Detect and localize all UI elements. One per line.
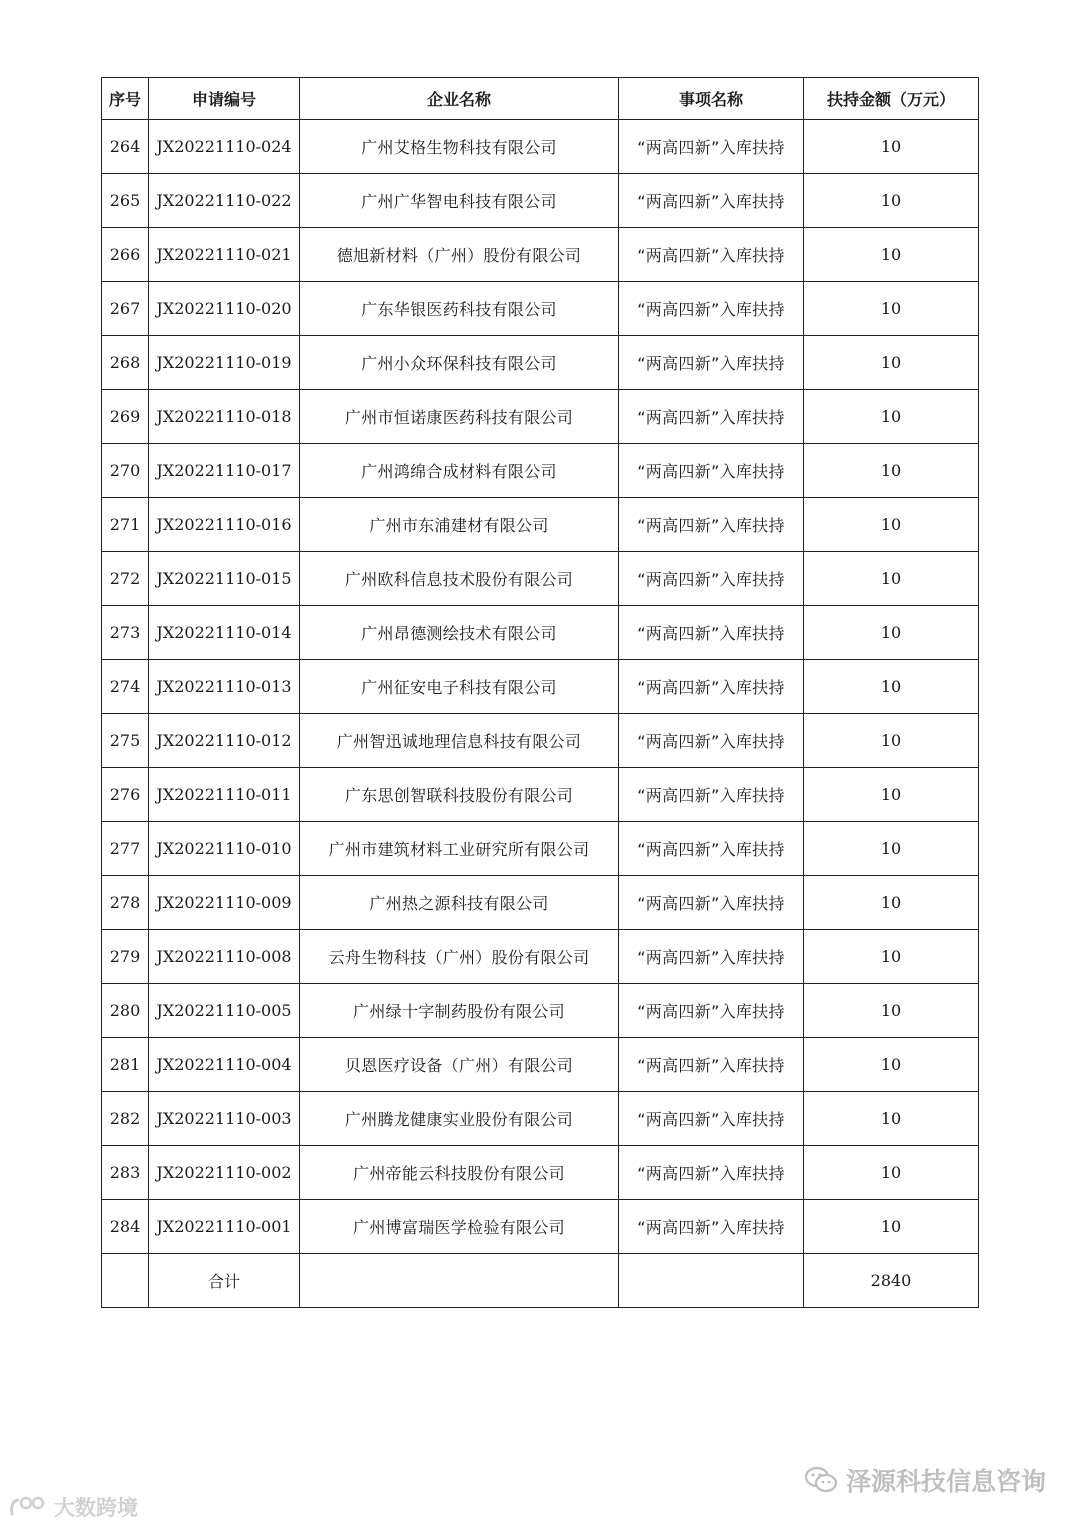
- header-serial: 序号: [102, 78, 149, 120]
- table-row: [102, 336, 979, 390]
- cell-amount: 10: [804, 822, 979, 876]
- cell-company: 广州小众环保科技有限公司: [300, 336, 619, 390]
- table-row: [102, 984, 979, 1038]
- table-row: [102, 390, 979, 444]
- cell-item: “两高四新”入库扶持: [619, 876, 804, 930]
- cell-item: “两高四新”入库扶持: [619, 1038, 804, 1092]
- cell-amount: 10: [804, 228, 979, 282]
- total-label: 合计: [149, 1254, 300, 1308]
- cell-company: 德旭新材料（广州）股份有限公司: [300, 228, 619, 282]
- cell-amount: 10: [804, 768, 979, 822]
- cell-amount: 10: [804, 444, 979, 498]
- table-row: [102, 714, 979, 768]
- cell-serial: 274: [102, 660, 149, 714]
- cell-application-no: JX20221110-003: [149, 1092, 300, 1146]
- cell-serial: 283: [102, 1146, 149, 1200]
- cell-serial: 265: [102, 174, 149, 228]
- cell-company: 云舟生物科技（广州）股份有限公司: [300, 930, 619, 984]
- cell-serial: 275: [102, 714, 149, 768]
- cell-item: “两高四新”入库扶持: [619, 228, 804, 282]
- cell-serial: 277: [102, 822, 149, 876]
- cell-serial: 268: [102, 336, 149, 390]
- header-item: 事项名称: [619, 78, 804, 120]
- cell-company: 广东华银医药科技有限公司: [300, 282, 619, 336]
- cell-item: “两高四新”入库扶持: [619, 282, 804, 336]
- cell-company: 广州帝能云科技股份有限公司: [300, 1146, 619, 1200]
- cell-item: “两高四新”入库扶持: [619, 174, 804, 228]
- cell-serial: 267: [102, 282, 149, 336]
- cell-company: 广州征安电子科技有限公司: [300, 660, 619, 714]
- table-row: [102, 120, 979, 174]
- table-row: [102, 444, 979, 498]
- cell-serial: 272: [102, 552, 149, 606]
- cell-serial: 264: [102, 120, 149, 174]
- cell-company: 广州博富瑞医学检验有限公司: [300, 1200, 619, 1254]
- cell-company: 广州市恒诺康医药科技有限公司: [300, 390, 619, 444]
- cell-item: “两高四新”入库扶持: [619, 606, 804, 660]
- cell-amount: 10: [804, 1200, 979, 1254]
- cell-serial: 280: [102, 984, 149, 1038]
- cell-company: 广州欧科信息技术股份有限公司: [300, 552, 619, 606]
- header-application-no: 申请编号: [149, 78, 300, 120]
- table-row: [102, 606, 979, 660]
- cell-company: 广州广华智电科技有限公司: [300, 174, 619, 228]
- cell-application-no: JX20221110-020: [149, 282, 300, 336]
- cell-serial: 276: [102, 768, 149, 822]
- cell-application-no: JX20221110-004: [149, 1038, 300, 1092]
- cell-item: “两高四新”入库扶持: [619, 336, 804, 390]
- cell-company: 广州热之源科技有限公司: [300, 876, 619, 930]
- cell-serial: 273: [102, 606, 149, 660]
- cell-serial: 282: [102, 1092, 149, 1146]
- cell-item: “两高四新”入库扶持: [619, 660, 804, 714]
- cell-application-no: JX20221110-002: [149, 1146, 300, 1200]
- cell-item: “两高四新”入库扶持: [619, 930, 804, 984]
- cell-application-no: JX20221110-001: [149, 1200, 300, 1254]
- cell-company: 广州艾格生物科技有限公司: [300, 120, 619, 174]
- cell-application-no: JX20221110-019: [149, 336, 300, 390]
- cell-amount: 10: [804, 120, 979, 174]
- cell-item: “两高四新”入库扶持: [619, 390, 804, 444]
- table-row: [102, 174, 979, 228]
- cell-item: “两高四新”入库扶持: [619, 1092, 804, 1146]
- table-row: [102, 552, 979, 606]
- cell-amount: 10: [804, 660, 979, 714]
- cell-company: 贝恩医疗设备（广州）有限公司: [300, 1038, 619, 1092]
- total-empty-company: [300, 1254, 619, 1308]
- table-row: [102, 1146, 979, 1200]
- cell-application-no: JX20221110-016: [149, 498, 300, 552]
- cell-item: “两高四新”入库扶持: [619, 444, 804, 498]
- cell-serial: 270: [102, 444, 149, 498]
- cell-item: “两高四新”入库扶持: [619, 1200, 804, 1254]
- cell-application-no: JX20221110-024: [149, 120, 300, 174]
- cell-serial: 279: [102, 930, 149, 984]
- cell-company: 广州市东浦建材有限公司: [300, 498, 619, 552]
- cell-amount: 10: [804, 174, 979, 228]
- cell-serial: 266: [102, 228, 149, 282]
- cell-application-no: JX20221110-017: [149, 444, 300, 498]
- cell-item: “两高四新”入库扶持: [619, 984, 804, 1038]
- logo-icon: [8, 1494, 48, 1520]
- cell-serial: 278: [102, 876, 149, 930]
- watermark-right: [804, 1462, 1046, 1498]
- cell-application-no: JX20221110-021: [149, 228, 300, 282]
- table-row: [102, 930, 979, 984]
- cell-serial: 281: [102, 1038, 149, 1092]
- cell-application-no: JX20221110-015: [149, 552, 300, 606]
- table-row: [102, 1092, 979, 1146]
- cell-amount: 10: [804, 282, 979, 336]
- table-row: [102, 822, 979, 876]
- cell-serial: 284: [102, 1200, 149, 1254]
- cell-company: 广州市建筑材料工业研究所有限公司: [300, 822, 619, 876]
- cell-item: “两高四新”入库扶持: [619, 714, 804, 768]
- cell-amount: 10: [804, 606, 979, 660]
- cell-application-no: JX20221110-018: [149, 390, 300, 444]
- cell-serial: 269: [102, 390, 149, 444]
- header-company: 企业名称: [300, 78, 619, 120]
- cell-serial: 271: [102, 498, 149, 552]
- cell-item: “两高四新”入库扶持: [619, 822, 804, 876]
- table-row: [102, 498, 979, 552]
- cell-amount: 10: [804, 552, 979, 606]
- total-empty-item: [619, 1254, 804, 1308]
- cell-amount: 10: [804, 984, 979, 1038]
- cell-application-no: JX20221110-010: [149, 822, 300, 876]
- cell-application-no: JX20221110-014: [149, 606, 300, 660]
- cell-application-no: JX20221110-012: [149, 714, 300, 768]
- cell-application-no: JX20221110-013: [149, 660, 300, 714]
- total-amount: 2840: [804, 1254, 979, 1308]
- cell-item: “两高四新”入库扶持: [619, 1146, 804, 1200]
- watermark-left: [8, 1492, 138, 1522]
- cell-item: “两高四新”入库扶持: [619, 498, 804, 552]
- cell-amount: 10: [804, 876, 979, 930]
- watermark-left-text: 大数跨境: [54, 1496, 138, 1520]
- cell-amount: 10: [804, 1092, 979, 1146]
- cell-amount: 10: [804, 930, 979, 984]
- table-header-row: [102, 78, 979, 120]
- cell-amount: 10: [804, 498, 979, 552]
- cell-company: 广州昂德测绘技术有限公司: [300, 606, 619, 660]
- cell-company: 广州鸿绵合成材料有限公司: [300, 444, 619, 498]
- cell-item: “两高四新”入库扶持: [619, 768, 804, 822]
- cell-application-no: JX20221110-011: [149, 768, 300, 822]
- table-row: [102, 228, 979, 282]
- table-row: [102, 282, 979, 336]
- table-row: [102, 1038, 979, 1092]
- cell-amount: 10: [804, 1146, 979, 1200]
- cell-company: 广州智迅诚地理信息科技有限公司: [300, 714, 619, 768]
- wechat-icon: [804, 1466, 838, 1494]
- total-row: [102, 1254, 979, 1308]
- table-body: [102, 120, 979, 1254]
- cell-application-no: JX20221110-022: [149, 174, 300, 228]
- cell-amount: 10: [804, 336, 979, 390]
- table-row: [102, 660, 979, 714]
- table-row: [102, 876, 979, 930]
- cell-amount: 10: [804, 390, 979, 444]
- cell-item: “两高四新”入库扶持: [619, 552, 804, 606]
- cell-item: “两高四新”入库扶持: [619, 120, 804, 174]
- table-row: [102, 1200, 979, 1254]
- watermark-right-text: 泽源科技信息咨询: [845, 1467, 1046, 1496]
- table-row: [102, 768, 979, 822]
- cell-application-no: JX20221110-009: [149, 876, 300, 930]
- funding-table: [101, 77, 979, 1308]
- cell-company: 广州腾龙健康实业股份有限公司: [300, 1092, 619, 1146]
- cell-amount: 10: [804, 1038, 979, 1092]
- cell-company: 广东思创智联科技股份有限公司: [300, 768, 619, 822]
- cell-application-no: JX20221110-008: [149, 930, 300, 984]
- total-empty-serial: [102, 1254, 149, 1308]
- header-amount: 扶持金额（万元）: [804, 78, 979, 120]
- cell-company: 广州绿十字制药股份有限公司: [300, 984, 619, 1038]
- cell-amount: 10: [804, 714, 979, 768]
- cell-application-no: JX20221110-005: [149, 984, 300, 1038]
